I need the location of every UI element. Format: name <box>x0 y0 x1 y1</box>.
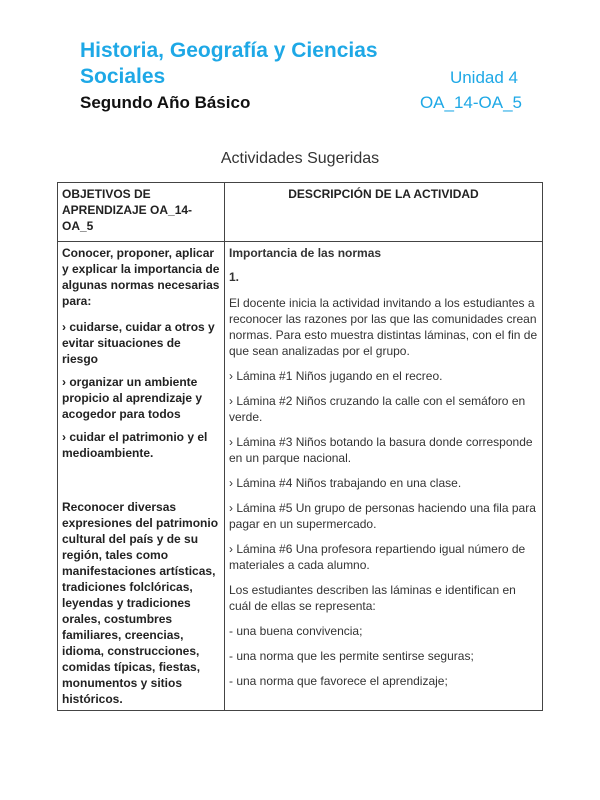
column-header-description: DESCRIPCIÓN DE LA ACTIVIDAD <box>225 183 543 242</box>
activity-number: 1. <box>229 270 240 284</box>
activities-table <box>57 182 543 711</box>
lamina-item: › Lámina #1 Niños jugando en el recreo. <box>229 369 443 383</box>
unit-label: Unidad 4 <box>449 68 518 87</box>
table-row <box>58 242 543 711</box>
lamina-item: › Lámina #5 Un grupo de personas haciendo una fila para pagar en un supermercado. <box>229 501 536 531</box>
lamina-item: › Lámina #4 Niños trabajando en una clase. <box>229 476 462 490</box>
lamina-item: › Lámina #2 Niños cruzando la calle con el semáforo en verde. <box>229 394 526 424</box>
activity-describe: Los estudiantes describen las láminas e identifican en cuál de ellas se representa: <box>229 583 516 613</box>
subject-title: Historia, Geografía y Ciencias <box>80 39 378 62</box>
lamina-item: › Lámina #3 Niños botando la basura donde corresponde en un parque nacional. <box>229 435 533 465</box>
oa-code: OA_14-OA_5 <box>419 93 522 112</box>
subject-title-continued: Sociales <box>80 65 166 88</box>
criteria-item: - una norma que favorece el aprendizaje; <box>229 674 448 688</box>
table-header-row <box>58 183 543 242</box>
column-header-objectives: OBJETIVOS DE APRENDIZAJE OA_14-OA_5 <box>58 183 225 242</box>
activity-intro: El docente inicia la actividad invitando a los estudiantes a reconocer las razones por las que las comunidades crean normas. Para esto muestra distintas láminas, con el fin de que sean analizadas por el grupo. <box>229 296 538 358</box>
grade-label: Segundo Año Básico <box>80 93 251 112</box>
criteria-item: - una norma que les permite sentirse seguras; <box>229 649 474 663</box>
objective-intro: Conocer, proponer, aplicar y explicar la importancia de algunas normas necesarias para: <box>62 246 220 308</box>
objectives-cell <box>58 242 225 711</box>
objective-bullet: › cuidarse, cuidar a otros y evitar situaciones de riesgo <box>62 320 215 366</box>
section-title: Actividades Sugeridas <box>220 150 380 167</box>
objective-bullet: › organizar un ambiente propicio al aprendizaje y acogedor para todos <box>62 375 203 421</box>
document-header <box>80 38 528 115</box>
lamina-item: › Lámina #6 Una profesora repartiendo igual número de materiales a cada alumno. <box>229 542 526 572</box>
objective-bullet: › cuidar el patrimonio y el medioambiente. <box>62 430 208 460</box>
description-cell <box>225 242 543 711</box>
criteria-item: - una buena convivencia; <box>229 624 363 638</box>
activity-title: Importancia de las normas <box>229 246 382 260</box>
objective-heritage: Reconocer diversas expresiones del patrimonio cultural del país y de su región, tales como manifestaciones artísticas, tradiciones folclóricas, leyendas y tradiciones orales, costumbres familiares, creencias, idioma, construcciones, comidas típicas, fiestas, monumentos y sitios históricos. <box>62 500 219 706</box>
